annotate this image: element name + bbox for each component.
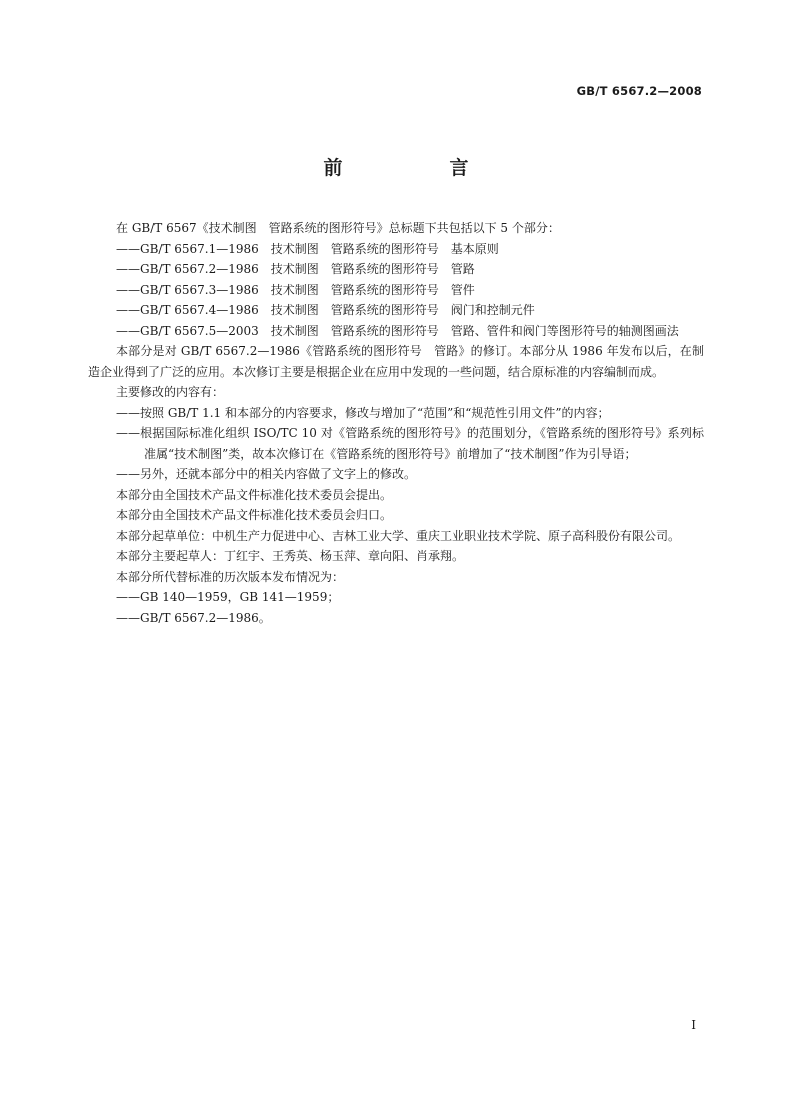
drafters-paragraph: 本部分主要起草人：丁红宇、王秀英、杨玉萍、章向阳、肖承翔。 (116, 549, 465, 563)
history-list-item: ——GB/T 6567.2—1986。 (116, 610, 271, 625)
proposer-paragraph: 本部分由全国技术产品文件标准化技术委员会提出。 (116, 487, 393, 502)
intro-paragraph: 在 GB/T 6567《技术制图 管路系统的图形符号》总标题下共包括以下 5 个部分： (116, 221, 560, 235)
part-list-item: ——GB/T 6567.5—2003 技术制图 管路系统的图形符号 管路、管件和阀门等图形符号的轴测图画法 (116, 323, 679, 338)
change-list-item: ——按照 GB/T 1.1 和本部分的内容要求，修改与增加了“范围”和“规范性引用文件”的内容； (116, 405, 610, 420)
changes-heading: 主要修改的内容有： (116, 385, 225, 399)
revision-paragraph: 本部分是对 GB/T 6567.2—1986《管路系统的图形符号 管路》的修订。本部分从 1986 年发布以后，在制造企业得到了广泛的应用。本次修订主要是根据企业在应用中发现的一些问题，结合原标准的内容编制而成。 (88, 344, 704, 379)
preface-body (88, 218, 704, 628)
history-list-item: ——GB 140—1959，GB 141—1959； (116, 590, 340, 604)
change-list-item: ——另外，还就本部分中的相关内容做了文字上的修改。 (116, 467, 417, 481)
standard-code: GB/T 6567.2—2008 (576, 84, 702, 98)
centralized-paragraph: 本部分由全国技术产品文件标准化技术委员会归口。 (116, 508, 393, 522)
drafting-units-paragraph: 本部分起草单位：中机生产力促进中心、吉林工业大学、重庆工业职业技术学院、原子高科股份有限公司。 (116, 528, 681, 543)
part-list-item: ——GB/T 6567.1—1986 技术制图 管路系统的图形符号 基本原则 (116, 241, 499, 256)
page-number: I (691, 1018, 696, 1032)
part-list-item: ——GB/T 6567.2—1986 技术制图 管路系统的图形符号 管路 (116, 262, 475, 276)
history-heading: 本部分所代替标准的历次版本发布情况为： (116, 569, 345, 584)
part-list-item: ——GB/T 6567.3—1986 技术制图 管路系统的图形符号 管件 (116, 282, 475, 297)
part-list-item: ——GB/T 6567.4—1986 技术制图 管路系统的图形符号 阀门和控制元件 (116, 303, 535, 317)
page-title: 前 言 (323, 157, 513, 179)
change-list-item: ——根据国际标准化组织 ISO/TC 10 对《管路系统的图形符号》的范围划分，《管路系统的图形符号》系列标准属“技术制图”类，故本次修订在《管路系统的图形符号》前增加了“技术制图”作为引导语； (116, 426, 704, 461)
